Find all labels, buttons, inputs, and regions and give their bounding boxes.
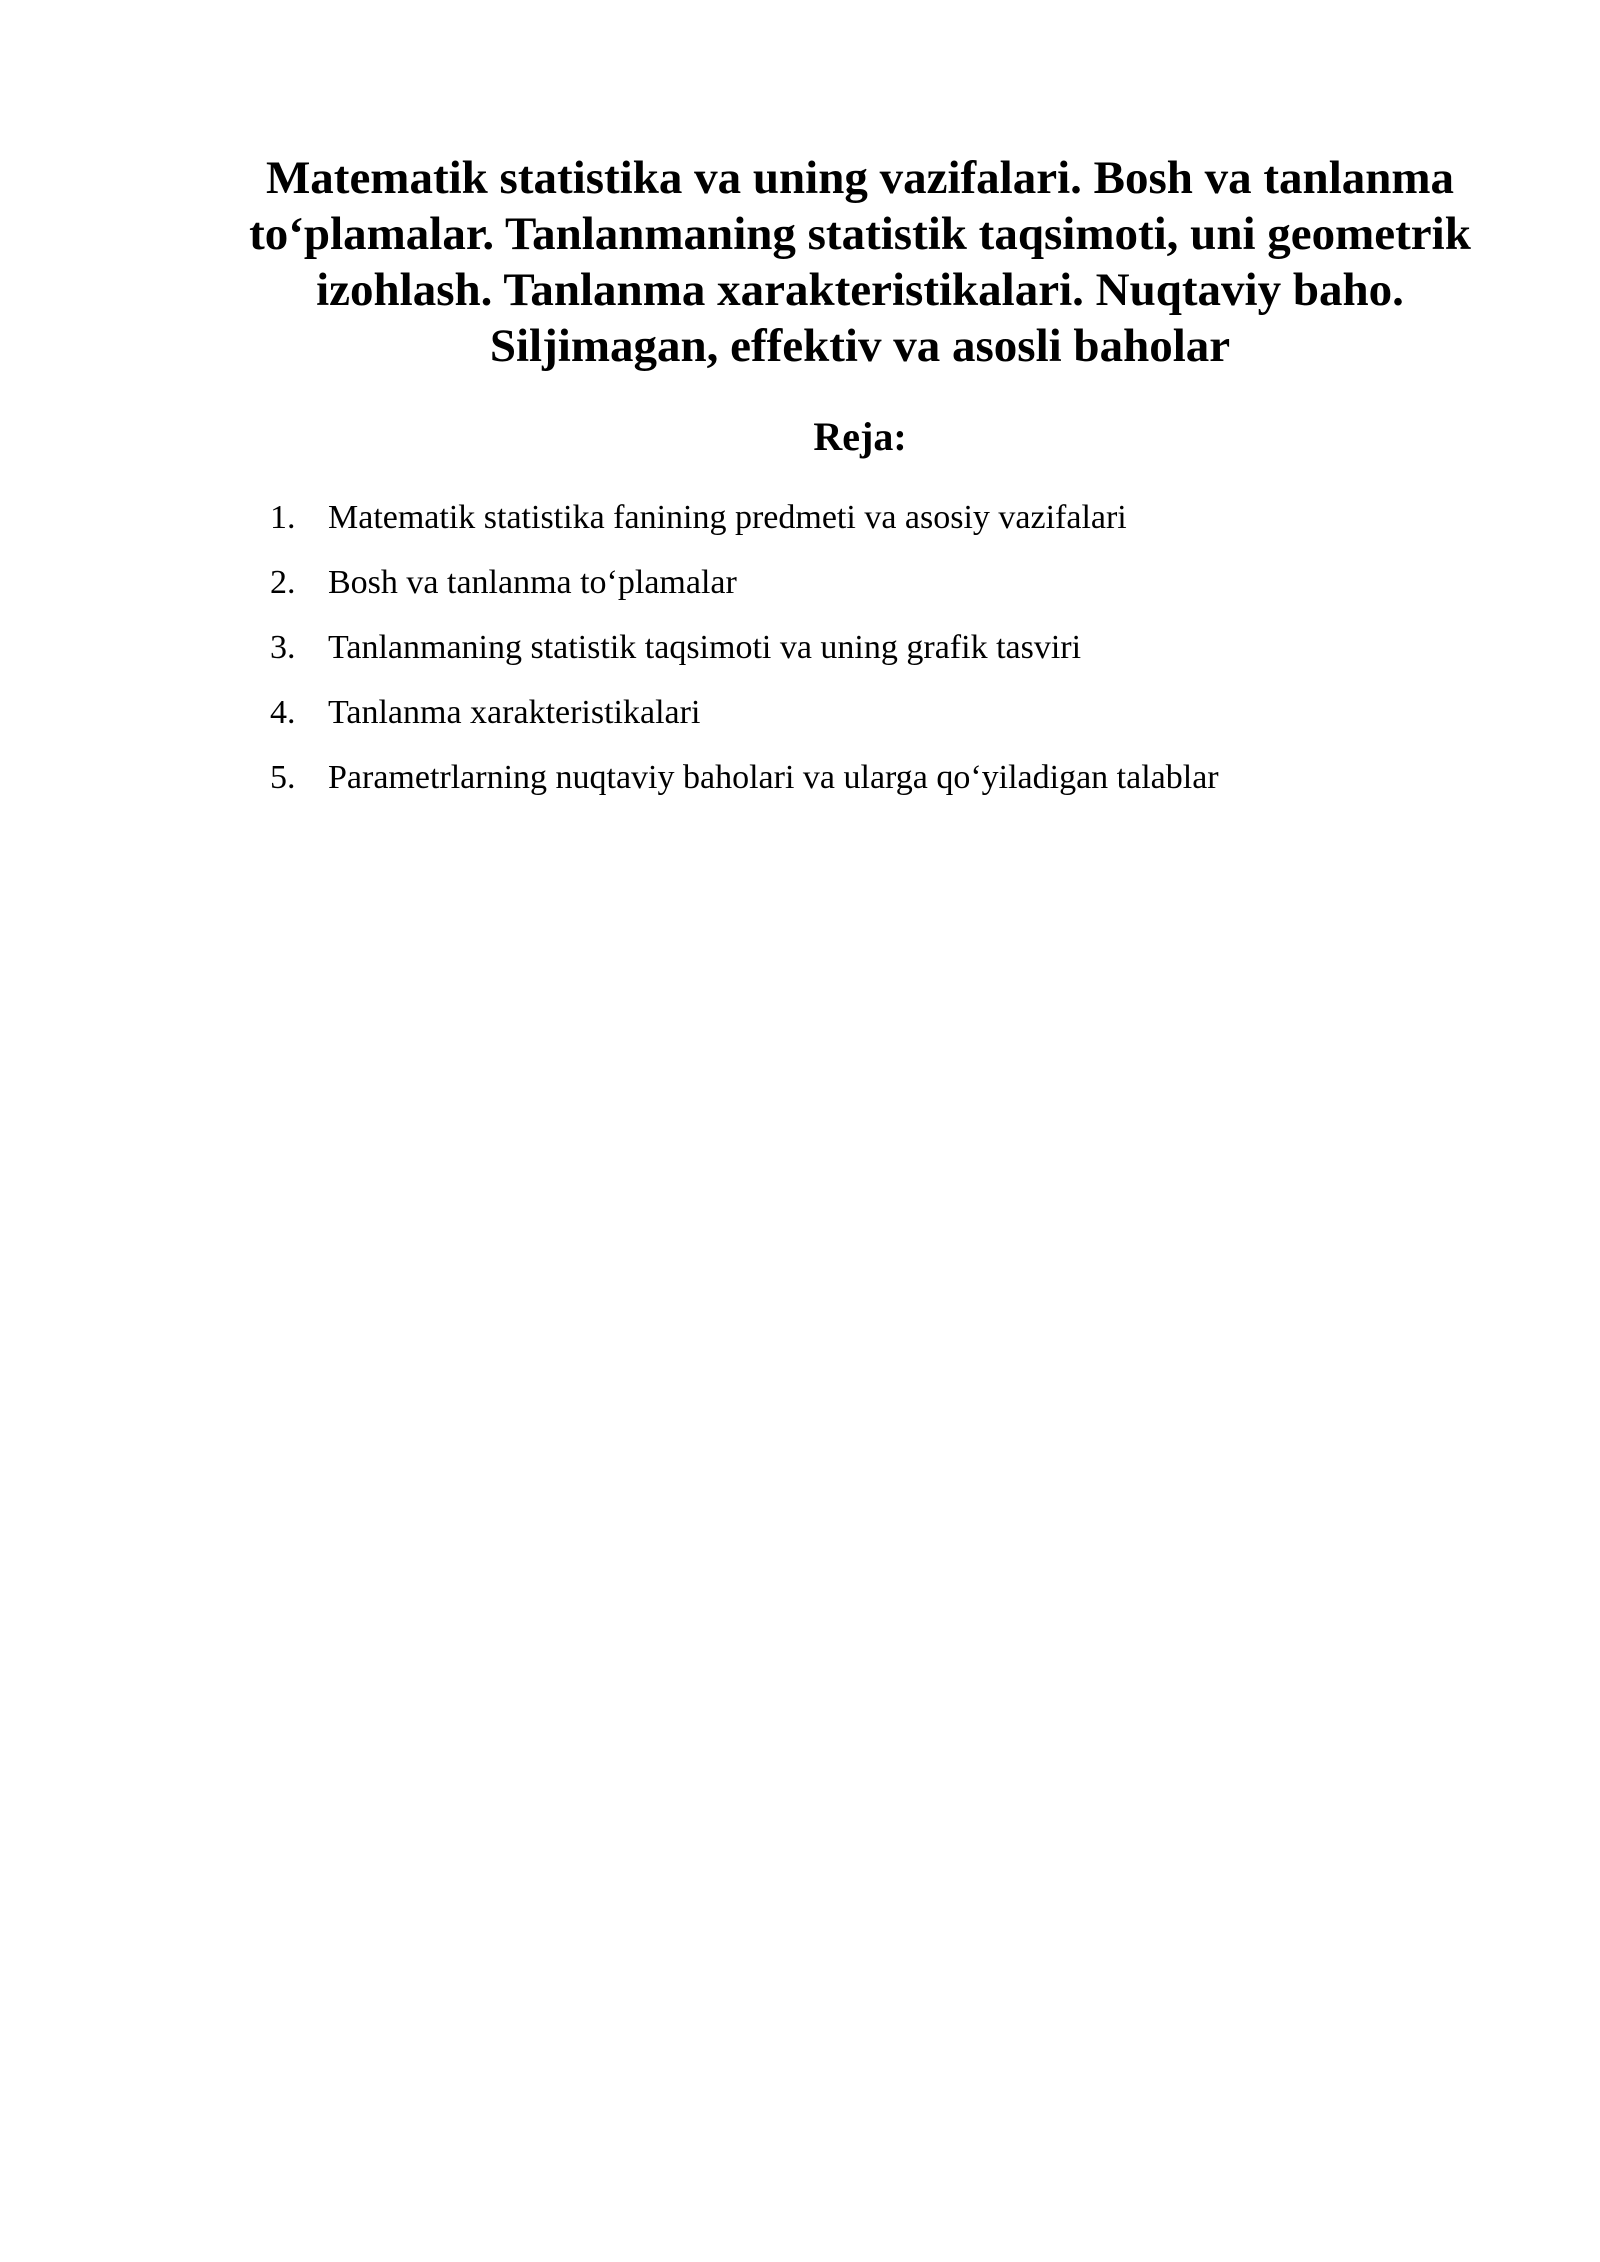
plan-item-text: Tanlanma xarakteristikalari <box>328 694 701 731</box>
plan-item-text: Parametrlarning nuqtaviy baholari va ularga qo‘yiladigan talablar <box>328 759 1219 796</box>
plan-item-number: 1. <box>270 499 296 536</box>
plan-item-text: Bosh va tanlanma to‘plamalar <box>328 564 737 601</box>
plan-item-number: 5. <box>270 759 296 796</box>
plan-item-4 <box>270 693 1470 758</box>
plan-item-text: Matematik statistika fanining predmeti va asosiy vazifalari <box>328 499 1127 536</box>
plan-item-number: 4. <box>270 694 296 731</box>
plan-heading: Reja: <box>813 414 907 459</box>
plan-item-text: Tanlanmaning statistik taqsimoti va uning grafik tasviri <box>328 629 1082 666</box>
plan-item-1 <box>270 498 1470 563</box>
plan-list <box>270 498 1470 823</box>
plan-item-number: 3. <box>270 629 296 666</box>
plan-item-number: 2. <box>270 564 296 601</box>
plan-item-3 <box>270 628 1470 693</box>
plan-item-5 <box>270 758 1470 823</box>
plan-item-2 <box>270 563 1470 628</box>
document-title: Matematik statistika va uning vazifalari. Bosh va tanlanma to‘plamalar. Tanlanmaning statistik taqsimoti, uni geometrik izohlash. Tanlanma xarakteristikalari. Nuqtaviy baho. Siljimagan, effektiv va asosli baholar <box>249 152 1471 372</box>
